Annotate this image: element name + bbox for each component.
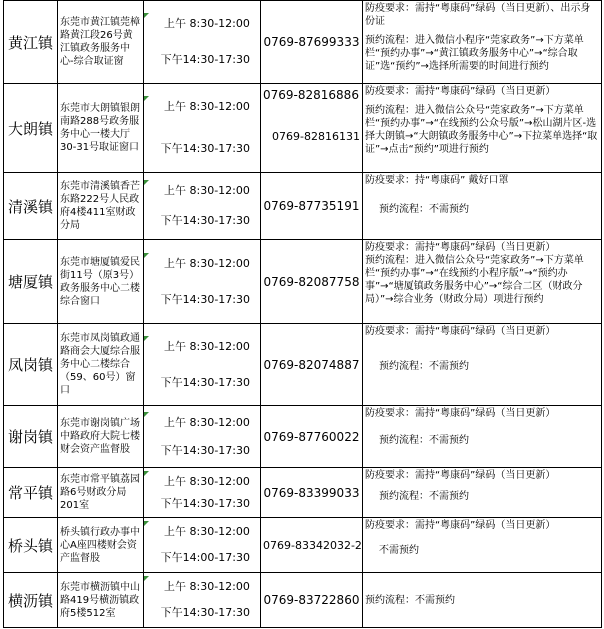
afternoon-hours: 下午14:30-17:30 [160,606,250,619]
office-address: 东莞市常平镇荔园路6号财政分局201室 [58,468,144,518]
epidemic-requirement: 防疫要求：需持“粤康码”绿码（当日更新） [365,242,556,253]
town-name: 大朗镇 [4,84,58,173]
table-row [4,84,602,173]
requirements [363,1,602,84]
epidemic-requirement: 防疫要求：需持“粤康码”绿码（当日更新） [365,326,556,337]
phone-number: 0769-82074887 [261,324,363,406]
office-address: 东莞市塘厦镇爱民街11号（原3号）政务服务中心二楼综合窗口 [58,240,144,324]
table-row [4,173,602,240]
afternoon-hours: 下午14:30-17:30 [160,142,250,155]
afternoon-hours: 下午14:30-17:30 [160,53,250,66]
epidemic-requirement: 防疫要求：需持“粤康码”绿码（当日更新） [365,520,556,531]
morning-hours: 上午 8:30-12:00 [144,521,260,543]
requirements [363,240,602,324]
booking-procedure: 预约流程：不需预约 [365,594,455,606]
morning-hours: 上午 8:30-12:00 [144,576,260,598]
afternoon-hours: 下午14:30-17:30 [160,214,250,227]
requirements [363,518,602,573]
phone-number-secondary: 0769-82816131 [272,130,360,143]
phone-number: 0769-82816886 [263,88,359,102]
phone-number: 0769-83342032-2 [261,518,363,573]
office-hours [144,240,261,324]
office-hours [144,324,261,406]
table-row [4,518,602,573]
office-hours [144,406,261,468]
morning-hours: 上午 8:30-12:00 [144,253,260,275]
town-name: 桥头镇 [4,518,58,573]
office-address: 东莞市凤岗镇政通路商会大厦综合服务中心二楼综合（59、60号）窗口 [58,324,144,406]
phone-number: 0769-87760022 [261,406,363,468]
morning-hours: 上午 8:30-12:00 [144,412,260,434]
office-address: 东莞市谢岗镇广场中路政府大院七楼财会资产监督股 [58,406,144,468]
office-address: 东莞市横沥镇中山路419号横沥镇政府5楼512室 [58,573,144,628]
phone-number: 0769-83399033 [261,468,363,518]
office-hours [144,518,261,573]
booking-procedure: 预约流程：不需预约 [379,435,469,446]
phone-numbers [261,84,363,173]
epidemic-requirement: 防疫要求：需持“粤康码”绿码（当日更新） [365,470,556,481]
epidemic-requirement: 防疫要求：需持“粤康码”绿码（当日更新） [365,86,556,97]
table-row [4,240,602,324]
booking-procedure: 不需预约 [379,545,419,556]
phone-number: 0769-87735191 [261,173,363,240]
requirements [363,406,602,468]
office-address: 东莞市大朗镇银朗南路288号政务服务中心一楼大厅30-31号取证窗口 [58,84,144,173]
table-row [4,406,602,468]
office-hours [144,84,261,173]
town-name: 凤岗镇 [4,324,58,406]
morning-hours: 上午 8:30-12:00 [144,13,260,35]
afternoon-hours: 下午14:30-17:30 [160,443,250,457]
town-name: 谢岗镇 [4,406,58,468]
service-table [3,0,602,628]
town-name: 黄江镇 [4,1,58,84]
morning-hours: 上午 8:30-12:00 [144,336,260,358]
table-row [4,468,602,518]
requirements [363,173,602,240]
office-hours [144,573,261,628]
town-name: 横沥镇 [4,573,58,628]
town-name: 塘厦镇 [4,240,58,324]
morning-hours: 上午 8:30-12:00 [144,471,260,493]
office-hours [144,173,261,240]
office-address: 东莞市清溪镇香芒东路222号人民政府4楼411室财政分局 [58,173,144,240]
office-hours [144,1,261,84]
phone-number: 0769-87699333 [261,1,363,84]
table-row [4,573,602,628]
epidemic-requirement: 防疫要求：需持“粤康码”绿码（当日更新）、出示身份证 [365,3,591,27]
epidemic-requirement: 防疫要求：持“粤康码” 戴好口罩 [365,175,509,186]
table-row [4,324,602,406]
requirements [363,573,602,628]
booking-procedure: 预约流程：进入微信公众号“莞家政务”→下方菜单栏“预约办事”→“在线预约公众号版”→松山湖片区-选择大朗镇→“大朗镇政务服务中心”→下拉菜单选择“取证”→点击“预约”项进行预约 [365,105,598,155]
phone-number: 0769-83722860 [261,573,363,628]
afternoon-hours: 下午14:00-17:30 [160,551,250,564]
office-hours [144,468,261,518]
requirements [363,468,602,518]
phone-number: 0769-82087758 [261,240,363,324]
office-address: 桥头镇行政办事中心A座四楼财会资产监督股 [58,518,144,573]
afternoon-hours: 下午14:30-17:30 [160,375,250,389]
morning-hours: 上午 8:30-12:00 [144,180,260,202]
table-row [4,1,602,84]
requirements [363,84,602,173]
booking-procedure: 预约流程：不需预约 [379,204,469,215]
booking-procedure: 预约流程：不需预约 [379,361,469,372]
town-name: 常平镇 [4,468,58,518]
afternoon-hours: 下午14:30-17:30 [160,292,250,306]
town-name: 清溪镇 [4,173,58,240]
morning-hours: 上午 8:30-12:00 [144,96,260,118]
booking-procedure: 预约流程：进入微信公众号“莞家政务”→下方菜单栏“预约办事”→“在线预约小程序版”→“预约办事”→“塘厦镇政务服务中心”→“综合二区（财政分局）”→综合业务（财政分局）项进行预约 [365,255,584,305]
requirements [363,324,602,406]
afternoon-hours: 下午14:30-17:30 [160,496,250,510]
booking-procedure: 预约流程：进入微信小程序“莞家政务”→下方菜单栏“预约办事”→“黄江镇政务服务中心”→“综合取证”选“预约”→选择所需要的时间进行预约 [365,35,584,72]
office-address: 东莞市黄江镇莞樟路黄江段26号黄江镇政务服务中心-综合取证窗 [58,1,144,84]
epidemic-requirement: 防疫要求：需持“粤康码”绿码（当日更新） [365,408,556,419]
booking-procedure: 预约流程：不需预约 [379,491,469,502]
